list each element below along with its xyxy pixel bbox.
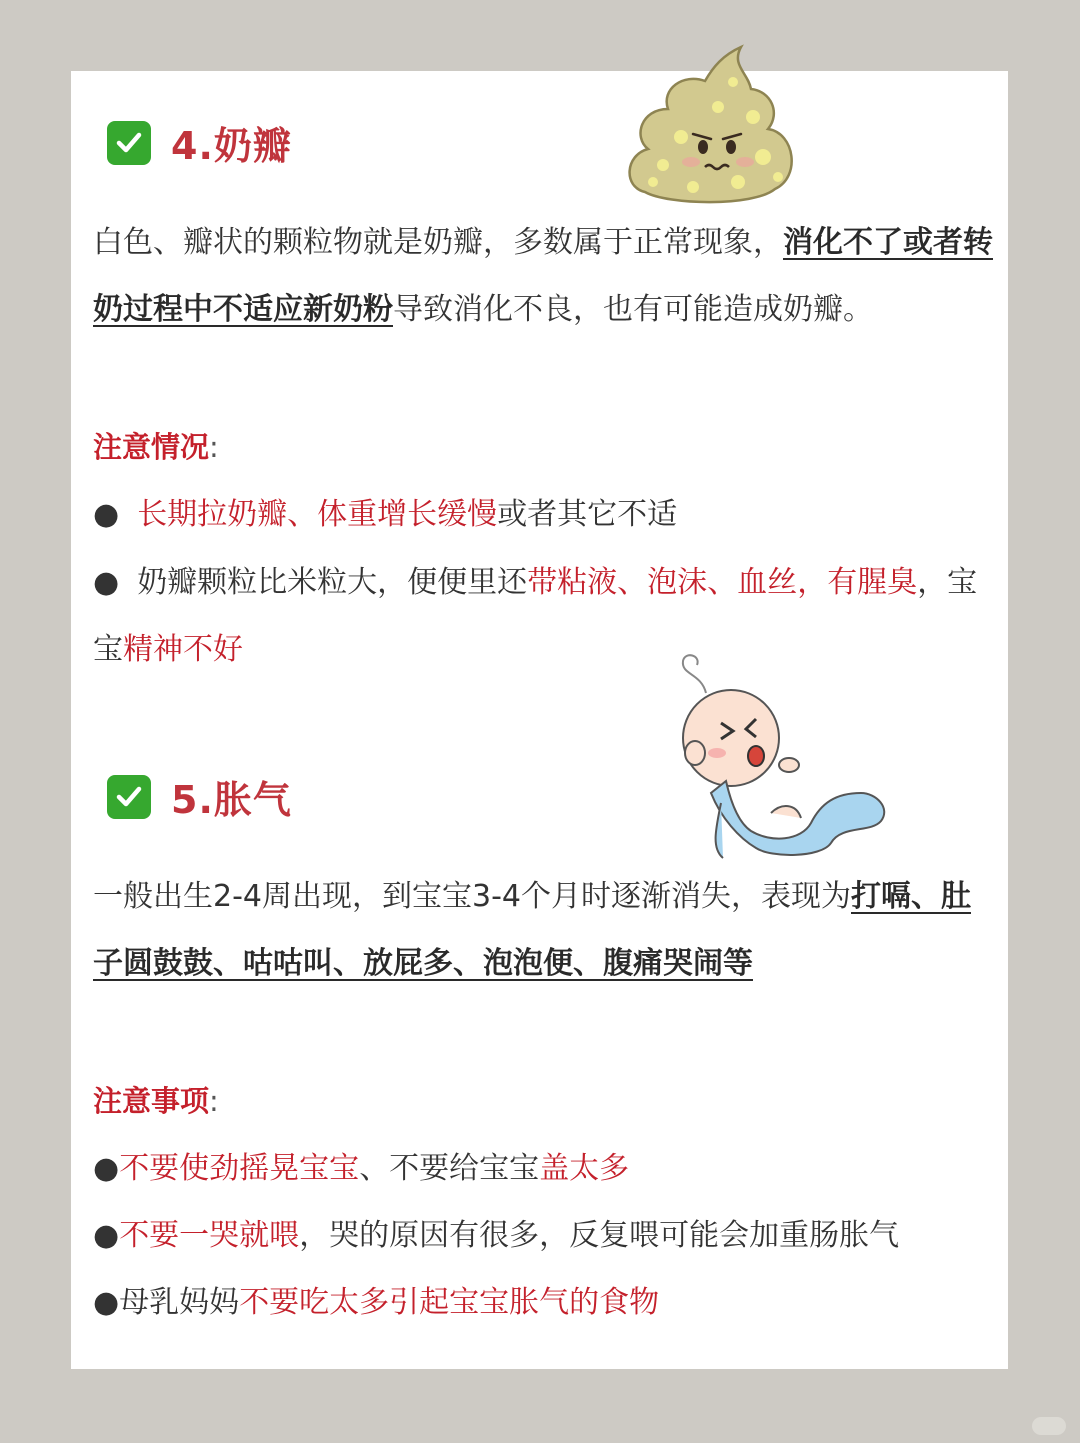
section-4-bullet-1 [93,481,993,548]
tip-1-highlight-a: 不要使劲摇晃宝宝 [119,1151,360,1186]
section-5-title: 5.胀气 [171,778,292,822]
section-4-title: 4.奶瓣 [171,124,292,168]
bullet-2-comma: ， [797,565,828,600]
bullet-dot: ● [93,1285,120,1320]
section-5-heading [107,769,292,824]
note-title-text: 注意事项 [93,1084,210,1118]
tip-1-highlight-b: 盖太多 [539,1151,630,1186]
note-title-text: 注意情况 [93,430,210,464]
crying-baby-illustration [661,653,901,863]
bullet-2-highlight-a: 带粘液、泡沫、血丝 [527,565,798,600]
check-mark-icon [107,121,151,165]
colon: : [209,430,219,464]
section-4-text-2: 导致消化不良，也有可能造成奶瓣。 [393,292,873,327]
section-4-heading [107,115,292,170]
section-5-tip-1 [93,1135,993,1202]
section-5-paragraph [93,863,993,997]
tip-2-text: ，哭的原因有很多，反复喂可能会加重肠胀气 [299,1218,900,1253]
section-4-text-1: 白色、瓣状的颗粒物就是奶瓣，多数属于正常现象， [93,225,783,260]
colon: : [209,1084,219,1118]
bullet-2-highlight-b: 有腥臭 [827,565,918,600]
bullet-2-text-a: 奶瓣颗粒比米粒大，便便里还 [137,565,528,600]
bullet-1-highlight: 长期拉奶瓣、体重增长缓慢 [137,497,498,532]
section-5-text-1: 一般出生2-4周出现，到宝宝3-4个月时逐渐消失，表现为 [93,879,851,914]
section-4-paragraph [93,209,993,343]
poop-illustration [623,37,803,212]
tip-3-text: 母乳妈妈 [119,1285,240,1320]
check-mark-icon [107,775,151,819]
bullet-dot: ● [93,565,120,600]
bullet-dot: ● [93,497,120,532]
bullet-2-highlight-c: 精神不好 [123,632,243,667]
watermark [1032,1417,1066,1435]
section-5-note-title [93,1079,219,1120]
section-4-note-title [93,425,219,466]
bullet-1-text: 或者其它不适 [497,497,678,532]
bullet-2-text-b: ，宝宝 [93,565,978,667]
section-5-emphasis: 打嗝、肚子圆鼓鼓、咕咕叫、放屁多、泡泡便、腹痛哭闹等 [93,879,971,981]
bullet-dot: ● [93,1151,120,1186]
tip-1-text: 、不要给宝宝 [359,1151,540,1186]
content-card [71,71,1008,1369]
tip-2-highlight: 不要一哭就喂 [119,1218,300,1253]
section-5-tip-2 [93,1202,993,1269]
tip-3-highlight: 不要吃太多引起宝宝胀气的食物 [239,1285,660,1320]
section-5-tip-3 [93,1269,993,1336]
bullet-dot: ● [93,1218,120,1253]
section-4-emphasis: 消化不了或者转奶过程中不适应新奶粉 [93,225,993,327]
